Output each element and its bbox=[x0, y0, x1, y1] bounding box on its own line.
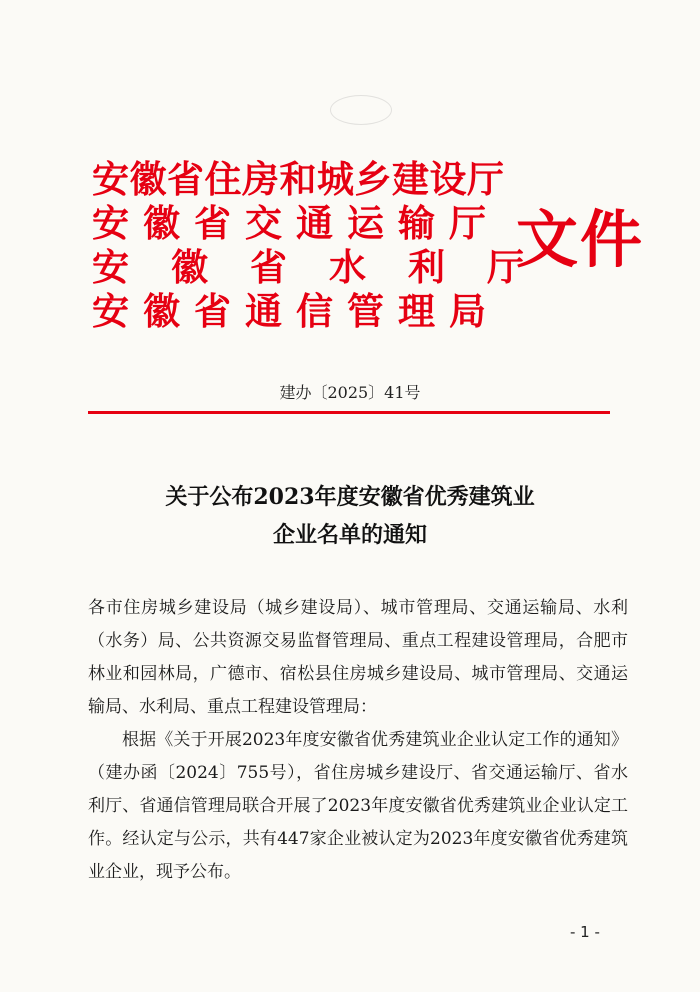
org-line-1 bbox=[92, 158, 512, 202]
notice-title-line-1: 关于公布2023年度安徽省优秀建筑业 bbox=[165, 484, 535, 510]
document-number: 建办〔2025〕41号 bbox=[279, 383, 421, 402]
org-line-4 bbox=[92, 290, 512, 334]
org-line-3 bbox=[92, 246, 566, 290]
recipients-paragraph: 各市住房城乡建设局（城乡建设局）、城市管理局、交通运输局、水利（水务）局、公共资源交易监督管理局、重点工程建设管理局，合肥市林业和园林局，广德市、宿松县住房城乡建设局、城市管理局、交通运输局、水利局、重点工程建设管理局： bbox=[88, 598, 628, 717]
org-line-2 bbox=[92, 202, 512, 246]
notice-body bbox=[88, 592, 628, 889]
org-name-1: 安徽省住房和城乡建设厅 bbox=[92, 158, 505, 201]
faint-seal-mark bbox=[330, 95, 392, 125]
page-number: - 1 - bbox=[570, 923, 600, 941]
org-name-2: 安徽省交通运输厅 bbox=[92, 202, 500, 245]
org-name-3: 安徽省水利厅 bbox=[92, 246, 566, 289]
red-divider-line bbox=[88, 411, 610, 414]
notice-title bbox=[0, 478, 700, 554]
document-label-wenjian: 文件 bbox=[516, 203, 645, 276]
notice-title-line-2: 企业名单的通知 bbox=[272, 522, 427, 548]
org-name-4: 安徽省通信管理局 bbox=[92, 290, 500, 333]
body-paragraph-1: 根据《关于开展2023年度安徽省优秀建筑业企业认定工作的通知》（建办函〔2024〕755号），省住房城乡建设厅、省交通运输厅、省水利厅、省通信管理局联合开展了2023年度安徽省优秀建筑业企业认定工作。经认定与公示，共有447家企业被认定为2023年度安徽省优秀建筑业企业，现予公布。 bbox=[88, 730, 628, 882]
issuing-organizations bbox=[92, 158, 566, 334]
